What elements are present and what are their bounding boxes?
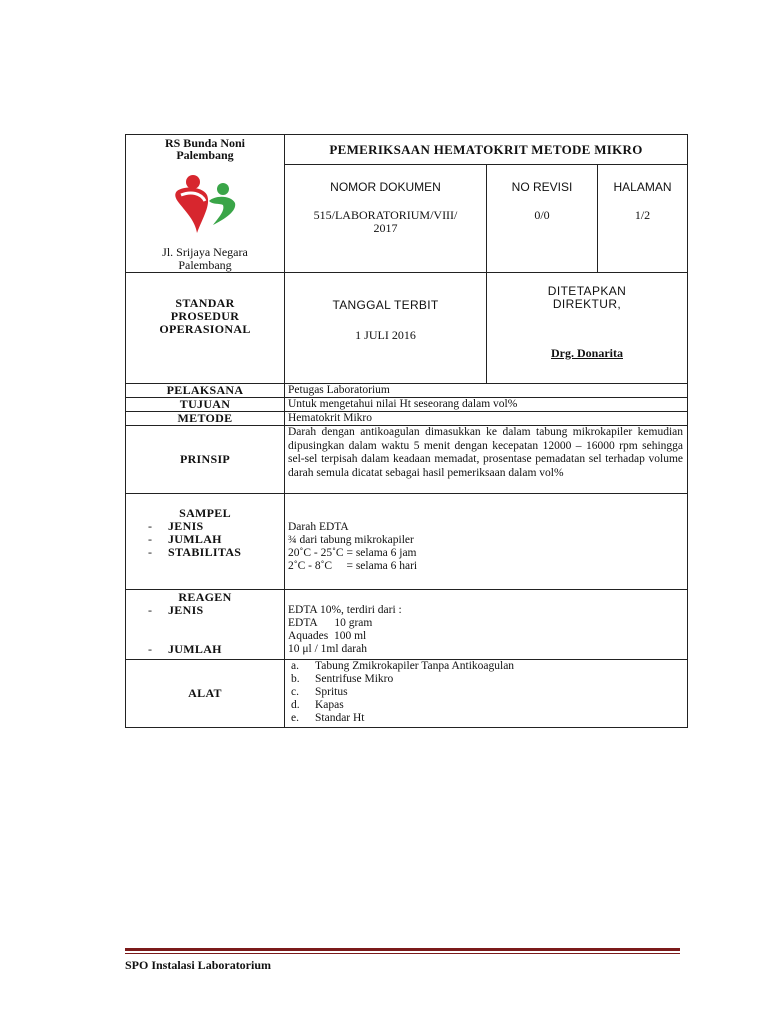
tanggal-terbit-cell [285,273,487,384]
hospital-address: Jl. Srijaya Negara Palembang [162,245,248,272]
no-revisi-value: 0/0 [534,208,550,222]
alat-label: ALAT [126,660,285,728]
alat-value-cell [285,660,688,728]
pelaksana-label: PELAKSANA [126,384,285,398]
list-item: e. Standar Ht [291,712,365,724]
reagen-jumlah-label: - JUMLAH [148,642,222,656]
list-item: b. Sentrifuse Mikro [291,673,394,685]
spo-table [125,134,688,728]
sampel-jumlah-value: ¾ dari tabung mikrokapiler [288,534,414,546]
sampel-stabilitas-value-1: 20˚C - 25˚C = selama 6 jam [288,547,417,559]
ditetapkan-label: DITETAPKAN DIREKTUR, [547,284,627,311]
no-revisi-cell [487,165,598,273]
nomor-dokumen-cell [285,165,487,273]
no-revisi-label: NO REVISI [511,180,573,194]
alat-list [285,660,687,725]
tanggal-terbit-value: 1 JULI 2016 [355,328,416,342]
hospital-name: RS Bunda Noni Palembang [164,136,246,162]
spo-label: STANDAR PROSEDUR OPERASIONAL [159,296,251,336]
nomor-dokumen-label: NOMOR DOKUMEN [330,180,441,194]
sampel-stabilitas-label: - STABILITAS [148,545,242,559]
sampel-label: SAMPEL [179,506,231,520]
direktur-name: Drg. Donarita [551,346,623,360]
spo-document [125,134,687,728]
nomor-dokumen-value: 515/LABORATORIUM/VIII/ 2017 [313,208,458,235]
footer-divider-thick [125,948,680,951]
reagen-jenis-label: - JENIS [148,603,204,617]
pelaksana-value: Petugas Laboratorium [285,384,688,398]
prinsip-label: PRINSIP [126,426,285,494]
reagen-jenis-value-1: EDTA 10%, terdiri dari : [288,604,402,616]
reagen-jenis-value-3: Aquades 100 ml [288,630,367,642]
hospital-logo-icon [173,173,239,239]
sampel-jenis-label: - JENIS [148,519,204,533]
reagen-value-cell [285,590,688,660]
document-title: PEMERIKSAAN HEMATOKRIT METODE MIKRO [285,135,688,165]
tujuan-value: Untuk mengetahui nilai Ht seseorang dalam vol% [285,398,688,412]
sampel-value-cell [285,494,688,590]
hospital-header-cell [126,135,285,273]
footer-divider-thin [125,953,680,954]
sampel-jumlah-label: - JUMLAH [148,532,222,546]
reagen-jenis-value-2: EDTA 10 gram [288,617,373,629]
list-item: d. Kapas [291,699,344,711]
list-item: a. Tabung Zmikrokapiler Tanpa Antikoagulan [291,660,515,672]
halaman-cell [598,165,688,273]
metode-label: METODE [126,412,285,426]
reagen-label-cell [126,590,285,660]
ditetapkan-cell [487,273,688,384]
prinsip-value: Darah dengan antikoagulan dimasukkan ke dalam tabung mikrokapiler kemudian dipusingkan dalam waktu 5 menit dengan kecepatan 12000 – 16000 rpm sehingga sel-sel terpisah dalam keadaan memadat, prosentase pemadatan sel terhadap volume darah semula dicatat sebagai hasil pemeriksaan dalam vol% [285,426,688,494]
list-item: c. Spritus [291,686,348,698]
sampel-jenis-value: Darah EDTA [288,521,349,533]
sampel-label-cell [126,494,285,590]
reagen-jumlah-value: 10 μl / 1ml darah [288,643,367,655]
tujuan-label: TUJUAN [126,398,285,412]
footer-text: SPO Instalasi Laboratorium [125,958,272,972]
tanggal-terbit-label: TANGGAL TERBIT [332,298,439,312]
halaman-label: HALAMAN [613,180,672,194]
spo-label-cell [126,273,285,384]
halaman-value: 1/2 [634,208,651,222]
metode-value: Hematokrit Mikro [285,412,688,426]
sampel-stabilitas-value-2: 2˚C - 8˚C = selama 6 hari [288,560,418,572]
reagen-label: REAGEN [178,590,232,604]
